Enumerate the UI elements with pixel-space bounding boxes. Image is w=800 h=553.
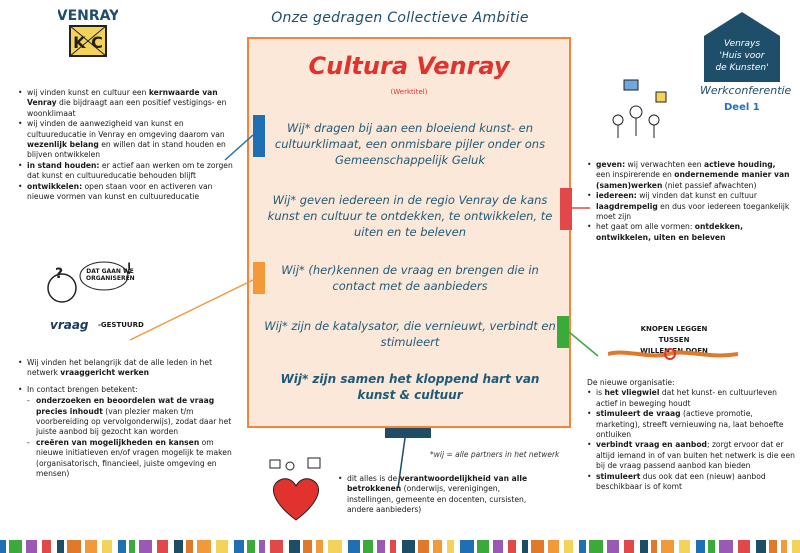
footer-block (390, 540, 396, 553)
footer-block (792, 540, 800, 553)
footer-block (26, 540, 37, 553)
footer-block (289, 540, 300, 553)
footer-block (460, 540, 474, 553)
left-top-list (18, 88, 233, 202)
footer-block (328, 540, 342, 553)
footer-block (738, 540, 750, 553)
footer-block (303, 540, 312, 553)
statement-5: Wij* zijn samen het kloppend hart van kunst & cultuur (280, 372, 540, 402)
central-subtitle: (Werktitel) (390, 88, 428, 96)
footer-block (433, 540, 442, 553)
line-green (569, 332, 598, 356)
list-item: • In contact brengen betekent: - onderzoeken en beoordelen wat de vraag precies inhoudt (van plezier maken t/m voorbereiding op vervolgonderwijs), zodat daar het juiste aanbod bij gezocht kan worden - creëren van mogelijkheden en kansen om nieuwe initiatieven en/of vragen mogelijk te maken (organisatorisch, financieel, juiste omgeving en mensen) (18, 385, 233, 480)
footer-block (186, 540, 193, 553)
central-title: Cultura Venray (308, 52, 510, 80)
list-item: • geven: wij verwachten een actieve houding, een inspirerende en ondernemende manier van (samen)werken (niet passief afwachten) (587, 160, 792, 191)
logo-huis-line2: 'Huis voor (719, 51, 765, 61)
footer-block (508, 540, 516, 553)
list-item: • iedereen: wij vinden dat kunst en cultuur laagdrempelig en dus voor iedereen toegankelijk moet zijn (587, 191, 792, 222)
vraag-label: vraag (50, 318, 89, 332)
list-item: • ontwikkelen: open staan voor en activeren van nieuwe vormen van kunst en cultuureducatie (18, 182, 233, 203)
footer-block (363, 540, 373, 553)
statement-1: Wij* dragen bij aan een bloeiend kunst- en cultuurklimaat, een onmisbare pijler onder ons Gemeenschappelijk Geluk (274, 121, 546, 167)
footer-block (129, 540, 135, 553)
footer-block (348, 540, 360, 553)
right-top-list (587, 160, 792, 243)
list-item: • wij vinden de aanwezigheid van kunst en cultuureducatie in Venray en omgeving daarom van wezenlijk belang en willen dat in stand houden en blijven ontwikkelen (18, 119, 233, 161)
footer-block (118, 540, 126, 553)
footer-block (259, 540, 265, 553)
footer-block (42, 540, 51, 553)
footer-block (139, 540, 152, 553)
footer-block (234, 540, 244, 553)
footer-block (67, 540, 81, 553)
list-item: • wij vinden kunst en cultuur een kernwaarde van Venray die bijdraagt aan een positief vestigings- en woonklimaat (18, 88, 233, 119)
footer-block (493, 540, 503, 553)
right-bottom-block (587, 378, 797, 492)
footer-block (607, 540, 619, 553)
footer-block (377, 540, 385, 553)
knopen-line-1: KNOPEN LEGGEN TUSSEN (640, 325, 708, 344)
speech-bubble-text: DAT GAAN WE ORGANISEREN (86, 268, 135, 282)
list-item: • in stand houden: er actief aan werken om te zorgen dat kunst en cultuureducatie behouden blijft (18, 161, 233, 182)
nieuwe-organisatie-heading: De nieuwe organisatie: (587, 378, 675, 387)
footer-block (679, 540, 690, 553)
list-item: • dit alles is de verantwoordelijkheid van alle betrokkenen (onderwijs, verenigingen, instellingen, gemeente en docenten, cursisten, andere aanbieders) (338, 474, 528, 516)
footer-block (270, 540, 283, 553)
werkconferentie-label: Werkconferentie (700, 84, 792, 97)
sub-list-item: - onderzoeken en beoordelen wat de vraag precies inhoudt (van plezier maken t/m voorbereiding op vervolgonderwijs), zodat daar het juiste aanbod bij gezocht kan worden (27, 396, 233, 438)
footer-block (640, 540, 648, 553)
left-bottom-block (18, 358, 233, 479)
footer-block (157, 540, 168, 553)
gestuurd-label: -GESTUURD (98, 321, 144, 329)
rope-knot-illustration (608, 346, 738, 360)
knopen-line-2: WILLEN EN DOEN (640, 347, 708, 355)
footer-color-strip (0, 540, 800, 553)
footer-block (531, 540, 544, 553)
footer-block (197, 540, 211, 553)
statement-4: Wij* zijn de katalysator, die vernieuwt, verbindt en stimuleert (264, 319, 556, 349)
footer-block (756, 540, 766, 553)
footer-block (769, 540, 777, 553)
footer-block (57, 540, 64, 553)
footnote-wij: *wij = alle partners in het netwerk (430, 450, 560, 459)
footer-block (661, 540, 674, 553)
footer-block (548, 540, 559, 553)
footer-block (247, 540, 255, 553)
svg-text:?: ? (55, 266, 64, 282)
footer-block (624, 540, 634, 553)
footer-block (579, 540, 586, 553)
footer-block (781, 540, 787, 553)
footer-block (651, 540, 657, 553)
list-item: • Wij vinden het belangrijk dat de alle leden in het netwerk vraaggericht werken (18, 358, 233, 379)
footer-block (0, 540, 6, 553)
footer-block (316, 540, 323, 553)
line-orange (130, 280, 253, 340)
deel-label: Deel 1 (724, 102, 760, 113)
statement-2: Wij* geven iedereen in de regio Venray de kans kunst en cultuur te ontdekken, te ontwikkelen, te uiten en te beleven (267, 193, 553, 239)
logo-huis-line3: de Kunsten' (715, 63, 769, 73)
page-title: Onze gedragen Collectieve Ambitie (271, 10, 529, 26)
footer-block (174, 540, 183, 553)
statement-3: Wij* (her)kennen de vraag en brengen die in contact met de aanbieders (281, 263, 539, 293)
footer-block (719, 540, 733, 553)
heart-illustration (262, 456, 330, 526)
bottom-center-list (338, 474, 528, 516)
list-item: • het gaat om alle vormen: ontdekken, ontwikkelen, uiten en beleven (587, 222, 792, 243)
footer-block (589, 540, 603, 553)
footer-block (564, 540, 573, 553)
list-item: • stimuleert de vraag (actieve promotie, marketing), streeft vernieuwing na, laat behoefte ontluiken (587, 409, 797, 440)
footer-block (447, 540, 454, 553)
logo-huis-line1: Venrays (723, 39, 761, 49)
list-item: • is het vliegwiel dat het kunst- en cultuurleven actief in beweging houdt (587, 388, 797, 409)
footer-block (477, 540, 489, 553)
footer-block (696, 540, 705, 553)
team-illustration (596, 72, 676, 142)
footer-block (708, 540, 715, 553)
logo-kc-text: K C (73, 33, 103, 52)
footer-block (9, 540, 22, 553)
sub-list-item: - creëren van mogelijkheden en kansen om nieuwe initiatieven en/of vragen mogelijk te maken (organisatorisch, financieel, juiste omgeving en mensen) (27, 438, 233, 480)
logo-venray-text: VENRAY (58, 8, 118, 24)
footer-block (522, 540, 528, 553)
footer-block (402, 540, 415, 553)
list-item: • verbindt vraag en aanbod; zorgt ervoor dat er altijd iemand in of van buiten het netwerk is die een bij de vraag passend aanbod kan bieden (587, 440, 797, 471)
vraag-illustration (40, 258, 130, 318)
footer-block (85, 540, 97, 553)
footer-block (102, 540, 112, 553)
footer-block (418, 540, 429, 553)
list-item: • stimuleert dus ook dat een (nieuw) aanbod beschikbaar is of komt (587, 472, 797, 493)
footer-block (216, 540, 228, 553)
